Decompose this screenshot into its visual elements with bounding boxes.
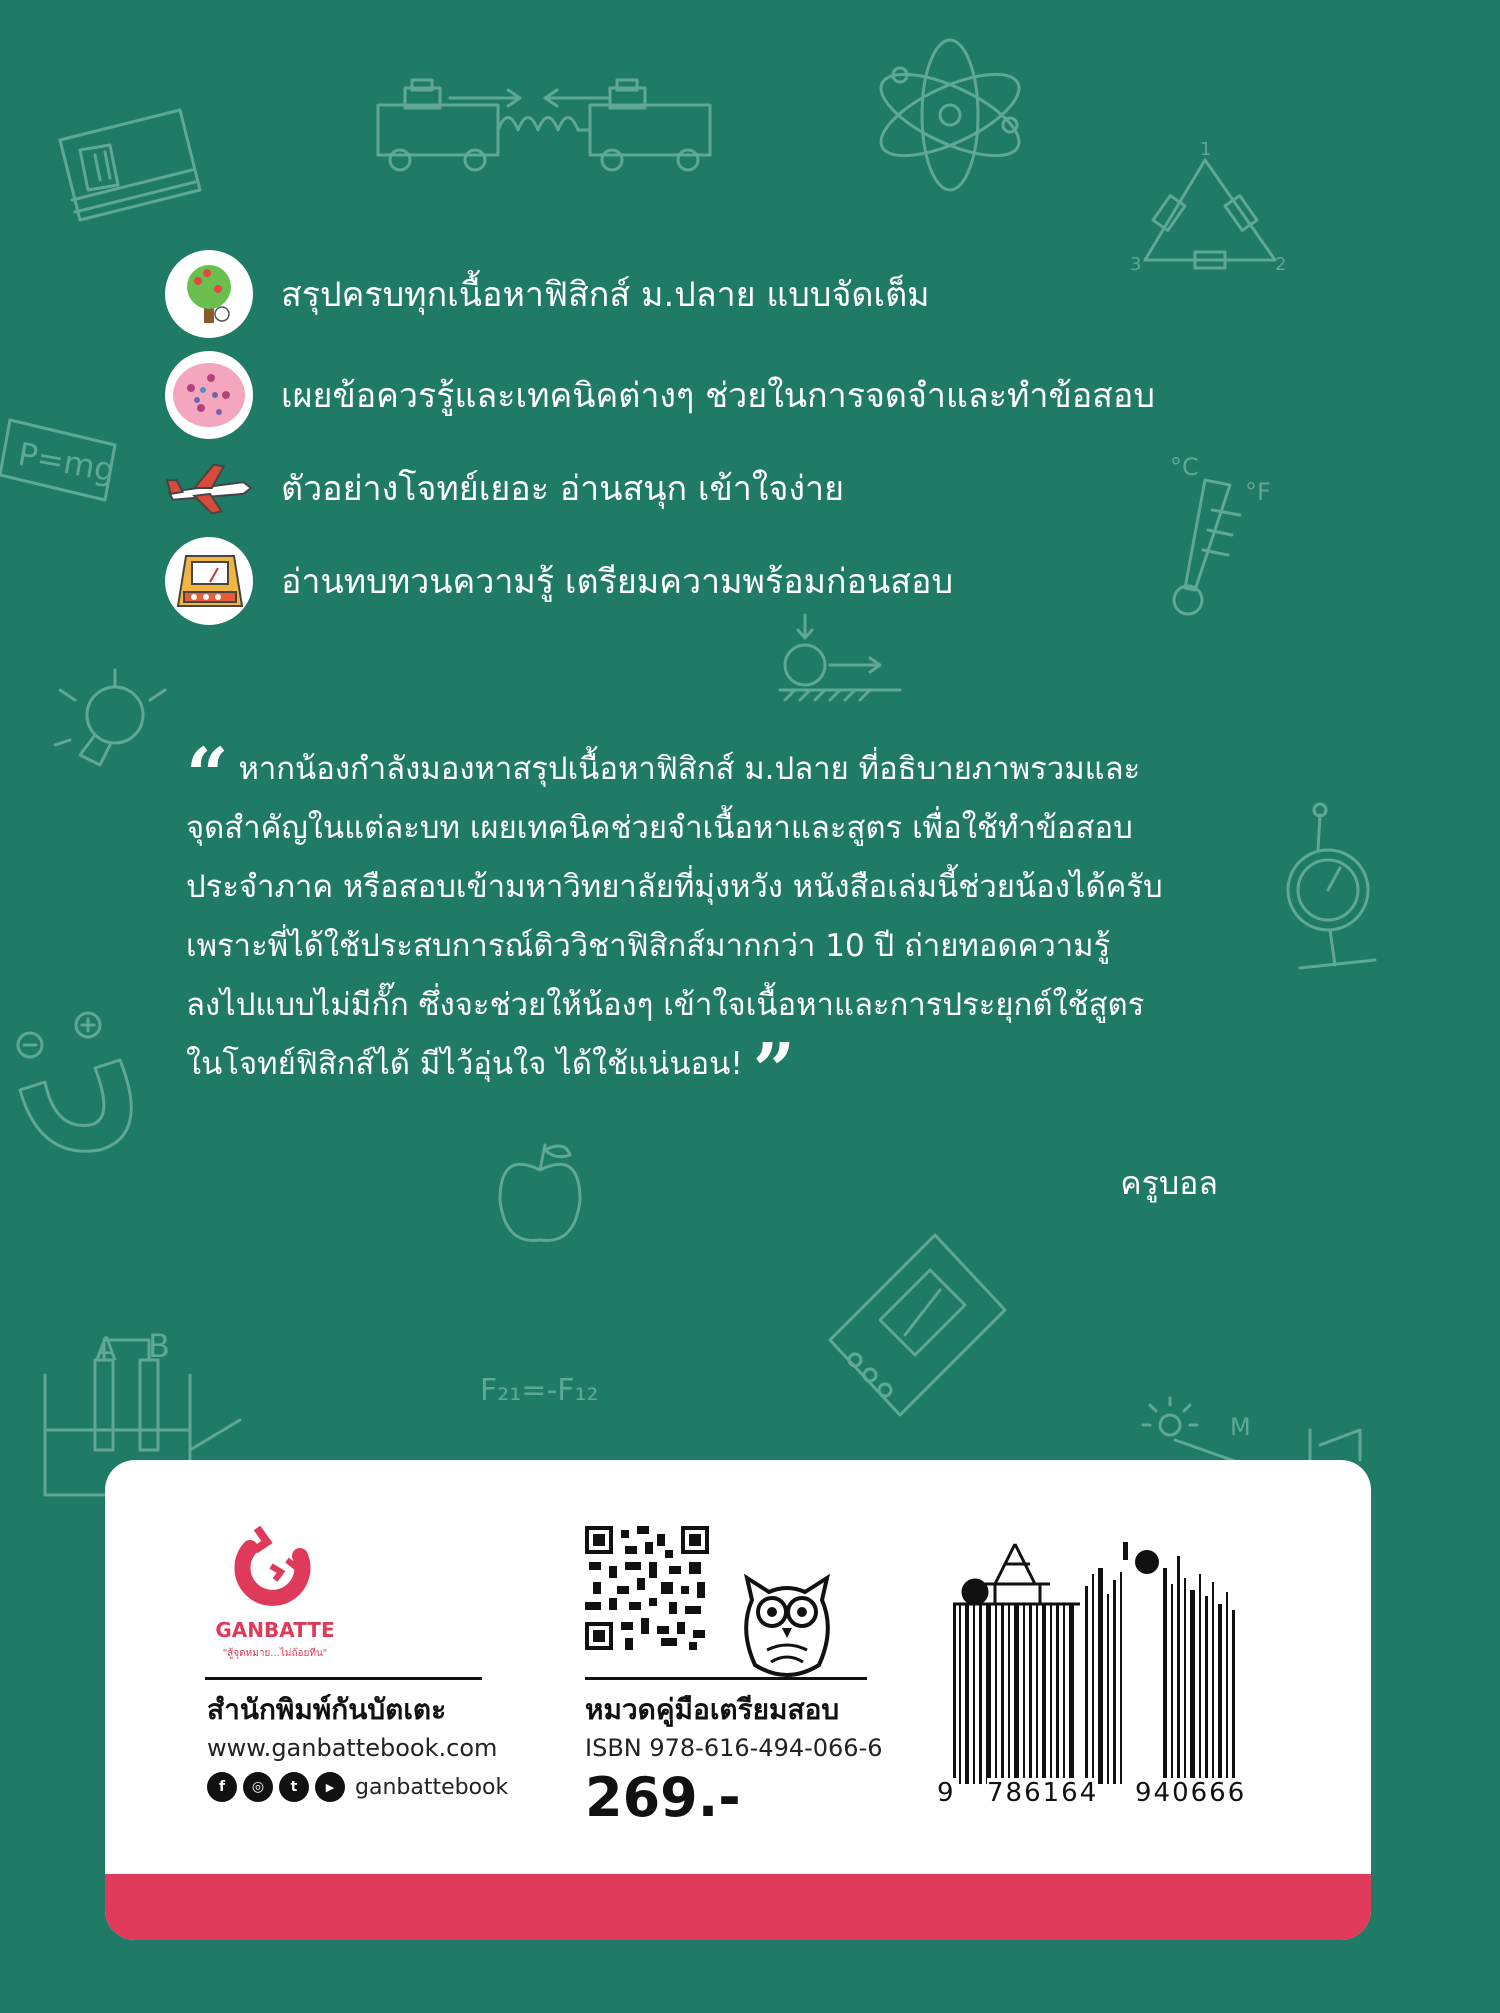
feature-item-4 — [165, 536, 953, 626]
gauge-doodle-icon — [1288, 804, 1375, 968]
thermometer-doodle-icon — [1170, 453, 1271, 614]
quote-line-2: จุดสำคัญในแต่ละบท เผยเทคนิคช่วยจำเนื้อหาและสูตร เพื่อใช้ทำข้อสอบ — [186, 810, 1133, 846]
feature-item-1 — [165, 249, 930, 339]
svg-text:B: B — [148, 1327, 170, 1365]
publisher-slogan: "สู้จุดหมาย...ไม่ถ้อยทีน" — [222, 1648, 328, 1659]
book-doodle-icon — [60, 110, 200, 220]
book-price: 269.- — [585, 1766, 741, 1829]
quote-line-3: ประจำภาค หรือสอบเข้ามหาวิทยาลัยที่มุ่งหวัง หนังสือเล่มนี้ช่วยน้องได้ครับ — [186, 869, 1163, 905]
svg-text:1: 1 — [1200, 139, 1212, 160]
svg-text:M: M — [1230, 1413, 1251, 1441]
instagram-icon[interactable]: ◎ — [243, 1772, 273, 1802]
feature-item-2 — [165, 350, 1155, 440]
feature-text-3: ตัวอย่างโจทย์เยอะ อ่านสนุก เข้าใจง่าย — [281, 469, 844, 509]
svg-text:°F: °F — [1245, 478, 1271, 506]
youtube-icon[interactable]: ▶ — [315, 1772, 345, 1802]
multimeter-doodle-icon — [830, 1235, 1005, 1415]
force-formula-doodle-icon — [480, 1373, 599, 1408]
close-quote-mark: ” — [752, 1028, 796, 1114]
publisher-brand: GANBATTE — [215, 1618, 335, 1642]
barcode-digits-left: 786164 — [987, 1778, 1099, 1808]
rolling-ball-doodle-icon — [780, 615, 900, 700]
atom-doodle-icon — [870, 40, 1030, 190]
barcode-digits-right: 940666 — [1135, 1778, 1247, 1808]
quote-author: ครูบอล — [1120, 1164, 1218, 1202]
svg-text:A: A — [95, 1330, 117, 1368]
owl-mascot-icon — [737, 1570, 837, 1686]
quote-line-1: หากน้องกำลังมองหาสรุปเนื้อหาฟิสิกส์ ม.ปลาย ที่อธิบายภาพรวมและ — [238, 751, 1141, 787]
light-bulb-doodle-icon — [55, 670, 165, 765]
book-category: หมวดคู่มือเตรียมสอบ — [585, 1693, 840, 1726]
svg-text:°C: °C — [1170, 453, 1199, 481]
quote-line-4: เพราะพี่ได้ใช้ประสบการณ์ติววิชาฟิสิกส์มากกว่า 10 ปี ถ่ายทอดความรู้ — [186, 928, 1111, 964]
meter-icon — [165, 537, 253, 625]
quote-line-6: ในโจทย์ฟิสิกส์ได้ มีไว้อุ่นใจ ได้ใช้แน่นอน! — [186, 1046, 743, 1082]
airplane-icon — [165, 444, 253, 532]
feature-text-4: อ่านทบทวนความรู้ เตรียมความพร้อมก่อนสอบ — [281, 562, 954, 602]
feature-text-1: สรุปครบทุกเนื้อหาฟิสิกส์ ม.ปลาย แบบจัดเต็ม — [281, 275, 930, 315]
feature-text-2: เผยข้อควรรู้และเทคนิคต่างๆ ช่วยในการจดจำและทำข้อสอบ — [281, 376, 1155, 416]
divider — [205, 1677, 482, 1680]
spring-carts-doodle-icon — [378, 80, 710, 170]
publisher-name: สำนักพิมพ์กันบัตเตะ — [207, 1693, 447, 1726]
divider — [585, 1677, 867, 1680]
testimonial-quote — [186, 733, 1216, 1114]
publisher-website-link[interactable]: www.ganbattebook.com — [207, 1734, 498, 1762]
svg-text:F₂₁=-F₁₂: F₂₁=-F₁₂ — [480, 1373, 599, 1408]
svg-text:3: 3 — [1130, 254, 1142, 275]
feature-item-3 — [165, 443, 844, 533]
pmg-doodle-icon — [0, 420, 118, 500]
apple-doodle-icon — [500, 1145, 580, 1241]
barcode-icon — [935, 1534, 1285, 1814]
isbn-number: ISBN 978-616-494-066-6 — [585, 1734, 883, 1762]
social-links — [207, 1772, 508, 1802]
svg-text:2: 2 — [1275, 254, 1287, 275]
cell-icon — [165, 351, 253, 439]
barcode-digit-first: 9 — [937, 1778, 956, 1808]
qr-code-icon[interactable] — [585, 1526, 709, 1650]
triangle-circuit-doodle-icon — [1130, 139, 1286, 275]
twitter-icon[interactable]: t — [279, 1772, 309, 1802]
tree-icon — [165, 250, 253, 338]
social-handle: ganbattebook — [355, 1774, 509, 1800]
facebook-icon[interactable]: f — [207, 1772, 237, 1802]
magnet-doodle-icon — [18, 1013, 131, 1151]
publisher-info-card — [105, 1460, 1371, 1940]
open-quote-mark: “ — [186, 733, 229, 819]
quote-line-5: ลงไปแบบไม่มีกั๊ก ซึ่งจะช่วยให้น้องๆ เข้าใจเนื้อหาและการประยุกต์ใช้สูตร — [186, 987, 1145, 1023]
ganbatte-logo-icon — [205, 1520, 335, 1620]
svg-text:P=mg: P=mg — [15, 434, 118, 490]
accent-stripe — [105, 1874, 1371, 1940]
